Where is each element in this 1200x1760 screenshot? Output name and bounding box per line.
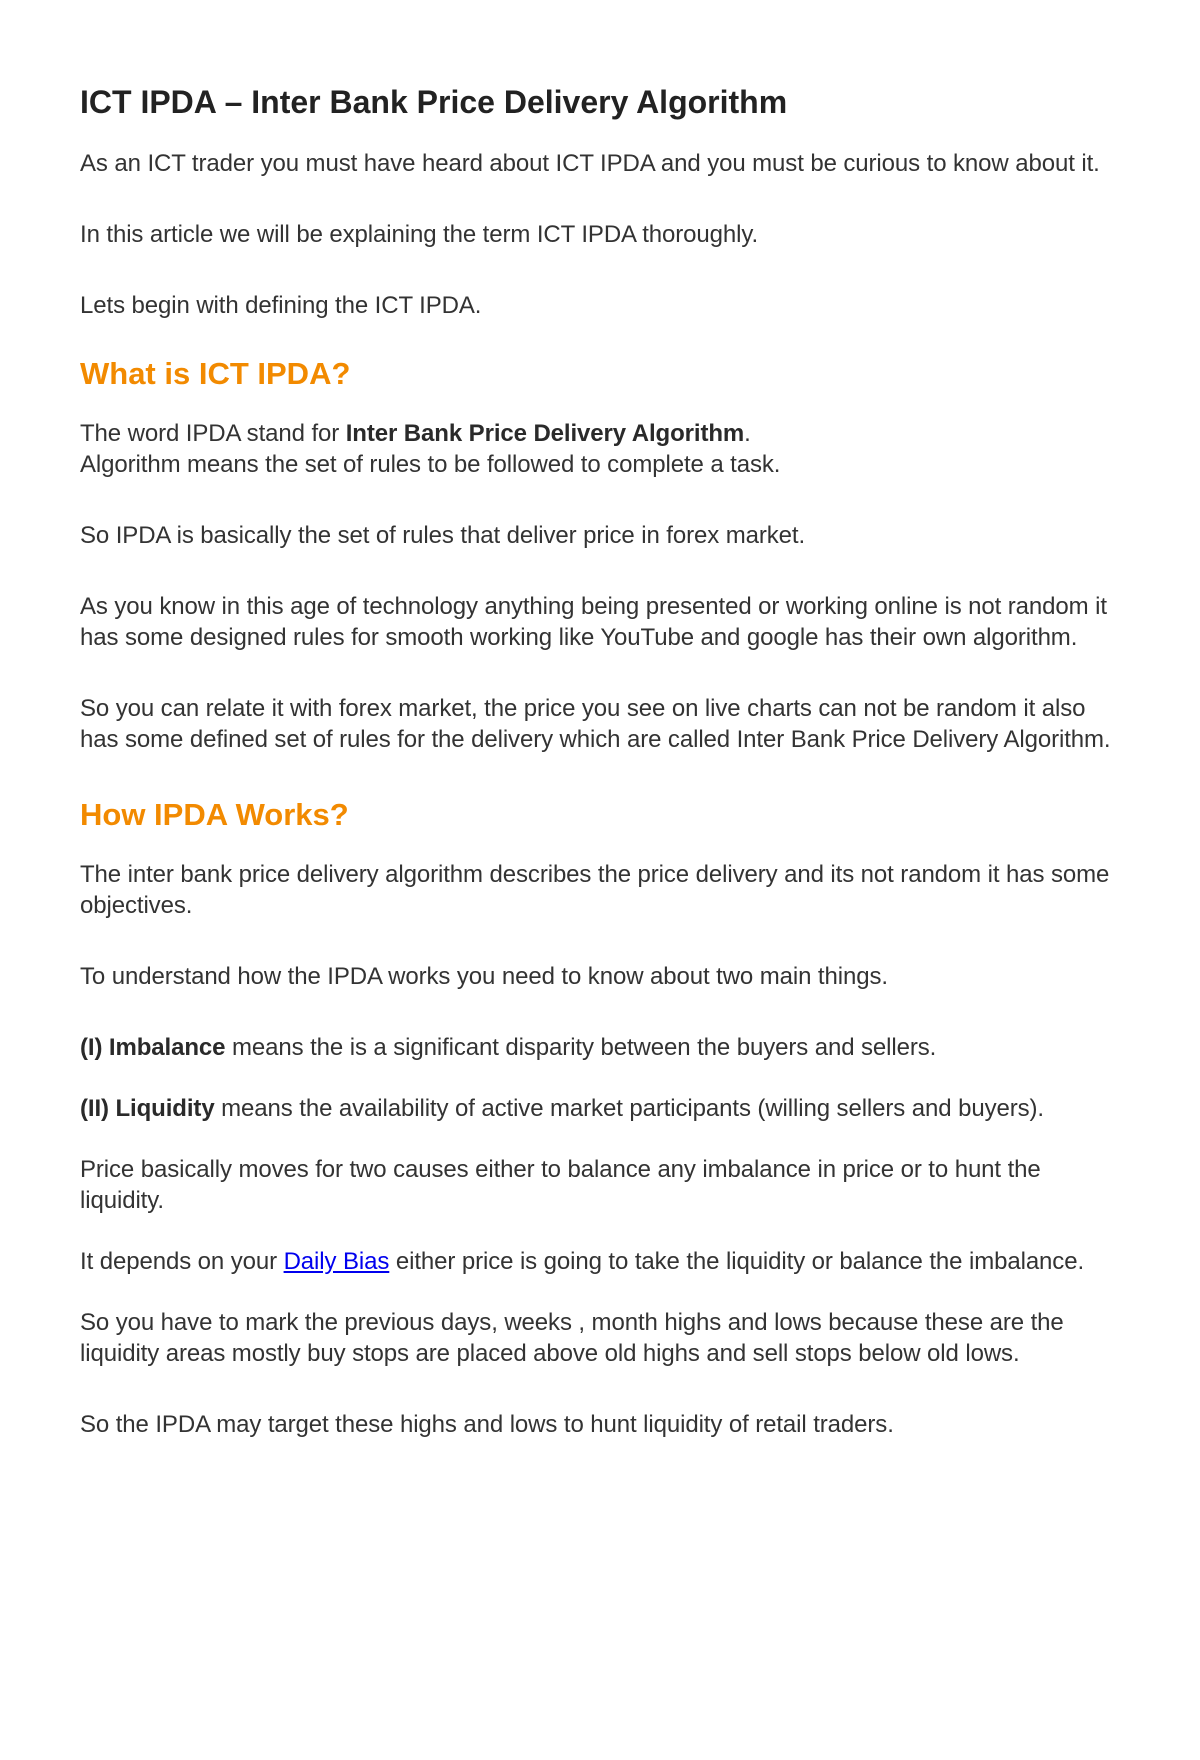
daily-bias-prefix: It depends on your [80, 1248, 284, 1275]
daily-bias-suffix: either price is going to take the liquidity or balance the imbalance. [389, 1248, 1085, 1275]
section-heading-how-ipda-works: How IPDA Works? [80, 797, 349, 832]
definition-paragraph [80, 418, 1120, 480]
section1-paragraph-3: As you know in this age of technology anything being presented or working online is not random it has some designed rules for smooth working like YouTube and google has their own algorithm. [80, 593, 1107, 651]
imbalance-term: (I) Imbalance [80, 1034, 226, 1061]
liquidity-term: (II) Liquidity [80, 1095, 215, 1122]
intro-paragraph-1: As an ICT trader you must have heard about ICT IPDA and you must be curious to know about it. [80, 150, 1100, 177]
section2-paragraph-5: Price basically moves for two causes either to balance any imbalance in price or to hunt the liquidity. [80, 1156, 1041, 1214]
page-title: ICT IPDA – Inter Bank Price Delivery Algorithm [80, 84, 788, 120]
section1-paragraph-4: So you can relate it with forex market, the price you see on live charts can not be random it also has some defined set of rules for the delivery which are called Inter Bank Price Delivery Algorithm. [80, 695, 1111, 753]
daily-bias-link[interactable]: Daily Bias [283, 1248, 390, 1275]
liquidity-definition: means the availability of active market participants (willing sellers and buyers). [214, 1095, 1044, 1122]
intro-paragraph-3: Lets begin with defining the ICT IPDA. [80, 292, 482, 319]
section1-paragraph-2: So IPDA is basically the set of rules that deliver price in forex market. [80, 522, 806, 549]
intro-paragraph-2: In this article we will be explaining the term ICT IPDA thoroughly. [80, 221, 759, 248]
article [80, 60, 1120, 1440]
definition-prefix: The word IPDA stand for [80, 420, 346, 447]
definition-suffix: . [744, 420, 751, 447]
imbalance-paragraph [80, 1032, 1120, 1063]
liquidity-paragraph [80, 1093, 1120, 1124]
definition-line-2: Algorithm means the set of rules to be followed to complete a task. [80, 451, 781, 478]
daily-bias-paragraph [80, 1246, 1120, 1277]
definition-bold-term: Inter Bank Price Delivery Algorithm [345, 420, 745, 447]
section-heading-what-is-ipda: What is ICT IPDA? [80, 356, 351, 391]
section2-paragraph-7: So you have to mark the previous days, weeks , month highs and lows because these are the liquidity areas mostly buy stops are placed above old highs and sell stops below old lows. [80, 1309, 1064, 1367]
section2-paragraph-8: So the IPDA may target these highs and lows to hunt liquidity of retail traders. [80, 1411, 894, 1438]
section2-paragraph-2: To understand how the IPDA works you need to know about two main things. [80, 963, 888, 990]
section2-paragraph-1: The inter bank price delivery algorithm describes the price delivery and its not random it has some objectives. [80, 861, 1110, 919]
imbalance-definition: means the is a significant disparity between the buyers and sellers. [225, 1034, 937, 1061]
